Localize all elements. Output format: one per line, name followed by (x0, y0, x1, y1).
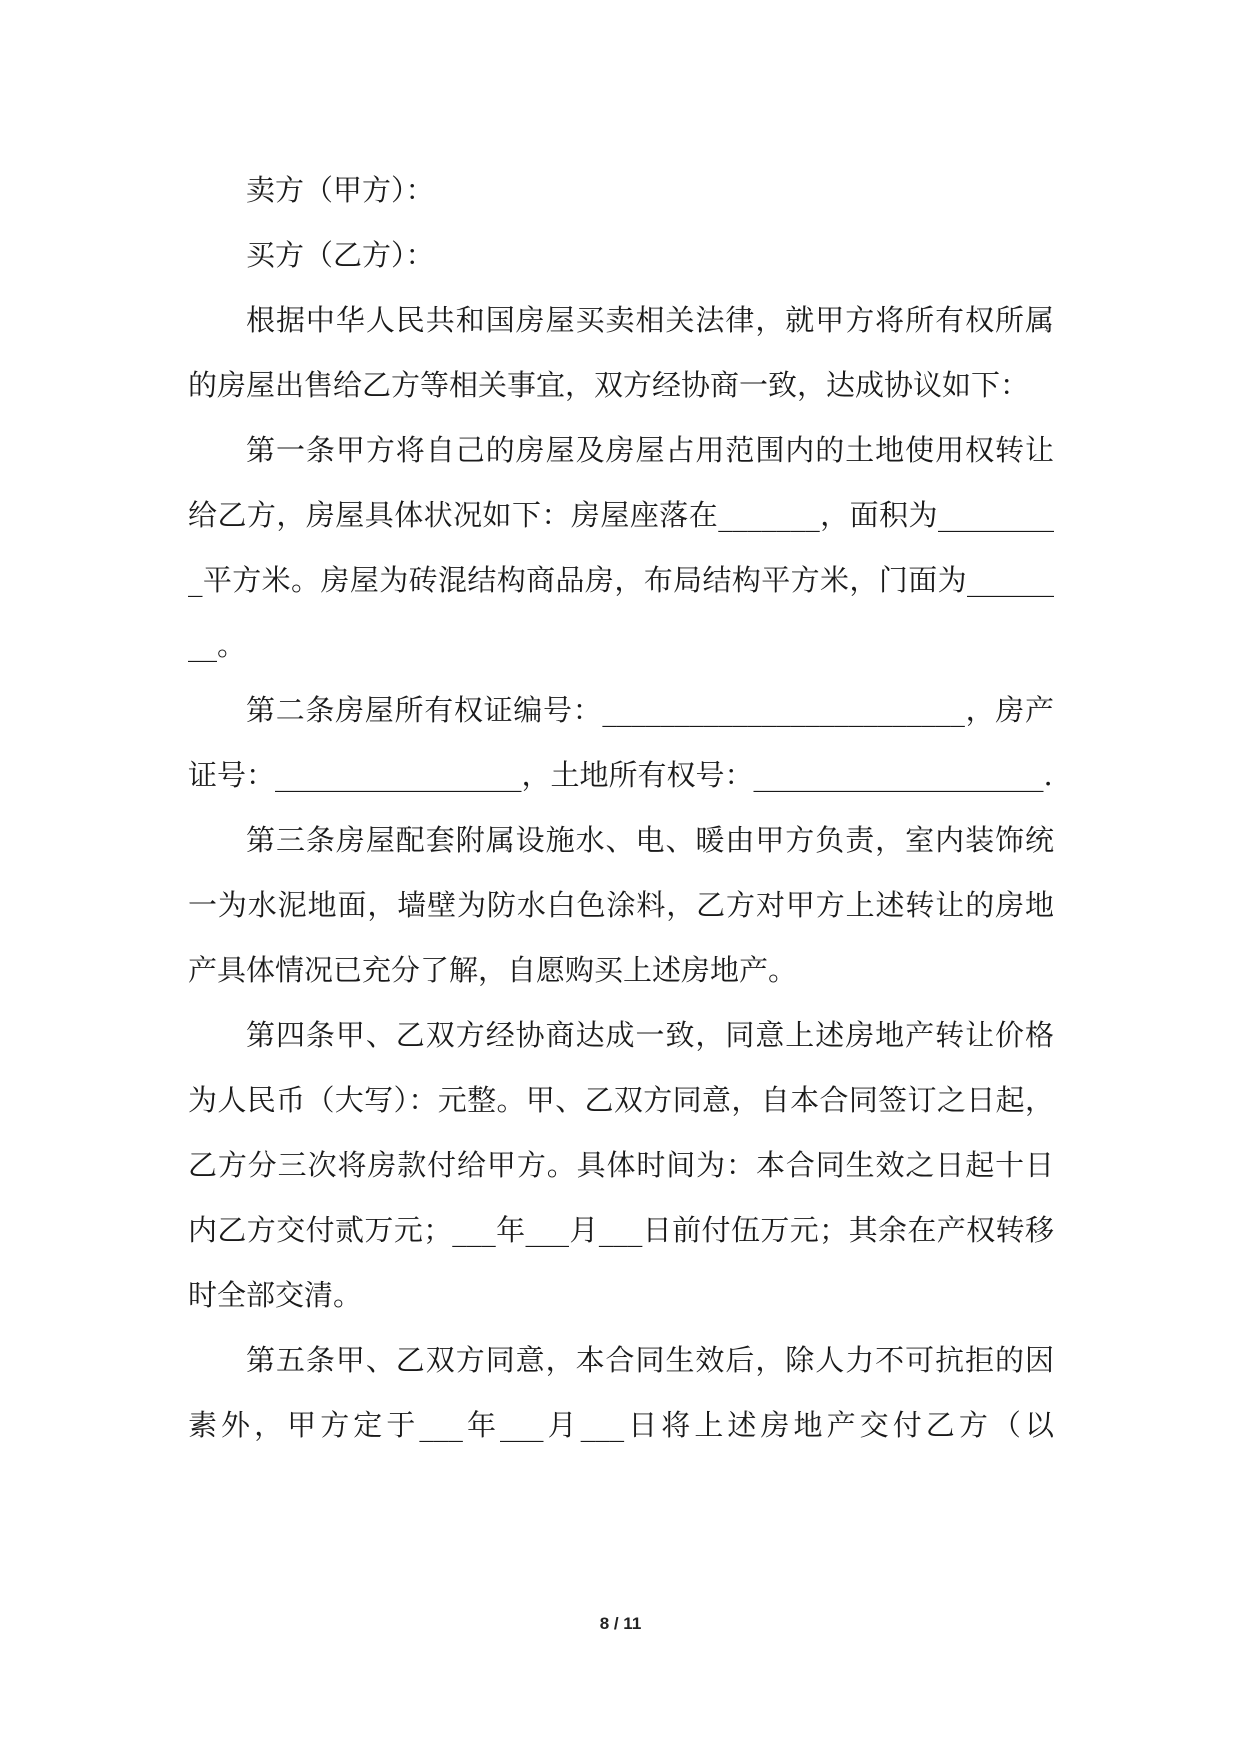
article-1-paragraph: 第一条甲方将自己的房屋及房屋占用范围内的土地使用权转让给乙方，房屋具体状况如下：房屋座落在_______，面积为_________平方米。房屋为砖混结构商品房，布局结构平方米，门面为________。 (188, 433, 1054, 662)
buyer-line: 买方（乙方）： (246, 238, 435, 272)
seller-line: 卖方（甲方）： (246, 173, 435, 207)
article-4-paragraph: 第四条甲、乙双方经协商达成一致，同意上述房地产转让价格为人民币（大写）：元整。甲、乙双方同意，自本合同签订之日起，乙方分三次将房款付给甲方。具体时间为：本合同生效之日起十日内乙方交付贰万元；___年___月___日前付伍万元；其余在产权转移时全部交清。 (188, 1018, 1054, 1312)
preamble-paragraph: 根据中华人民共和国房屋买卖相关法律，就甲方将所有权所属的房屋出售给乙方等相关事宜，双方经协商一致，达成协议如下： (188, 303, 1054, 402)
article-3-paragraph: 第三条房屋配套附属设施水、电、暖由甲方负责，室内装饰统一为水泥地面，墙壁为防水白色涂料，乙方对甲方上述转让的房地产具体情况已充分了解，自愿购买上述房地产。 (188, 823, 1054, 987)
page-number: 8 / 11 (599, 1614, 642, 1633)
article-5-paragraph: 第五条甲、乙双方同意，本合同生效后，除人力不可抗拒的因素外，甲方定于___年___月___日将上述房地产交付乙方（以 (188, 1343, 1054, 1442)
article-2-paragraph: 第二条房屋所有权证编号：_________________________，房产证号：_________________，土地所有权号：____________________. (188, 693, 1054, 792)
document-body (188, 158, 1054, 1458)
